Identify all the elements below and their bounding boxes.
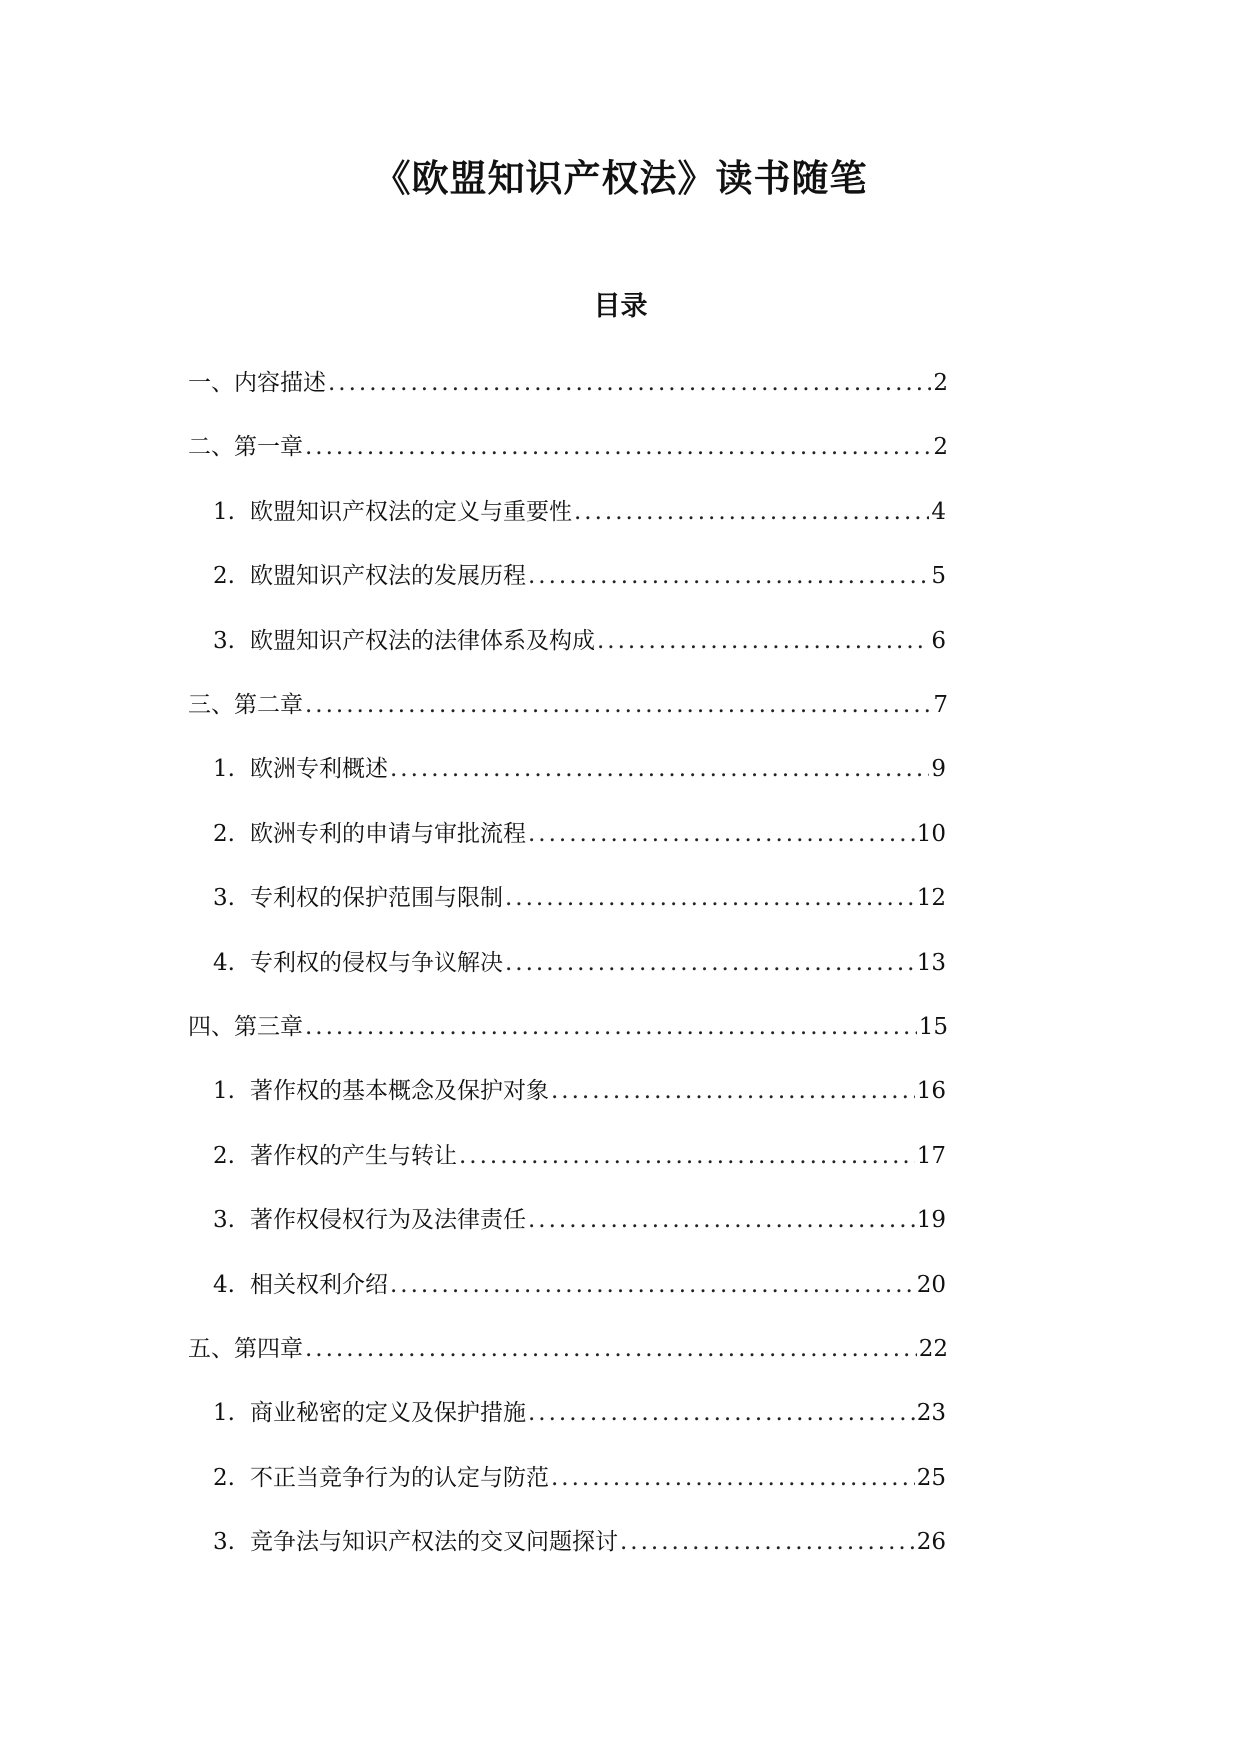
toc-section-entry[interactable] (213, 493, 946, 529)
toc-dot-leader (505, 950, 915, 976)
toc-page-number: 20 (916, 1271, 946, 1298)
toc-dot-leader (505, 885, 915, 911)
toc-entry-title: 商业秘密的定义及保护措施 (250, 1400, 526, 1427)
toc-entry-title: 著作权的基本概念及保护对象 (250, 1078, 549, 1105)
toc-page-number: 13 (916, 949, 946, 976)
toc-entry-title: 著作权的产生与转让 (250, 1142, 457, 1169)
toc-page-number: 2 (933, 370, 948, 396)
toc-page-number: 5 (931, 563, 946, 590)
toc-dot-leader (305, 1336, 917, 1362)
toc-dot-leader (390, 756, 929, 782)
toc-entry-title: 不正当竞争行为的认定与防范 (250, 1464, 549, 1491)
toc-dot-leader (551, 1078, 915, 1104)
toc-dot-leader (551, 1465, 915, 1491)
toc-section-entry[interactable] (213, 622, 946, 658)
toc-heading: 目录 (593, 291, 648, 322)
document-title: 《欧盟知识产权法》读书随笔 (373, 157, 868, 200)
toc-page-number: 4 (931, 498, 946, 525)
toc-entry-title: 一、内容描述 (188, 370, 326, 396)
toc-section-entry[interactable] (213, 1137, 946, 1173)
toc-page-number: 6 (931, 627, 946, 654)
toc-page-number: 9 (931, 756, 946, 783)
toc-dot-leader (328, 370, 931, 396)
toc-section-entry[interactable] (213, 1523, 946, 1559)
toc-section-entry[interactable] (213, 1459, 946, 1495)
toc-dot-leader (305, 434, 931, 460)
toc-dot-leader (528, 821, 915, 847)
toc-chapter-entry[interactable] (188, 364, 948, 400)
toc-entry-title: 二、第一章 (188, 434, 303, 461)
toc-section-entry[interactable] (213, 1394, 946, 1430)
toc-entry-number: 4. (213, 949, 235, 976)
toc-entry-number: 4. (213, 1271, 235, 1298)
toc-page-number: 25 (916, 1464, 946, 1491)
toc-section-entry[interactable] (213, 944, 946, 980)
toc-page-number: 22 (918, 1336, 948, 1362)
toc-dot-leader (597, 628, 929, 654)
toc-section-entry[interactable] (213, 879, 946, 915)
toc-section-entry[interactable] (213, 750, 946, 786)
toc-entry-number: 2. (213, 563, 235, 590)
toc-entry-number: 2. (213, 820, 235, 847)
toc-section-entry[interactable] (213, 815, 946, 851)
toc-page-number: 16 (916, 1078, 946, 1105)
toc-entry-number: 3. (213, 1529, 235, 1556)
toc-dot-leader (528, 1400, 915, 1426)
toc-section-entry[interactable] (213, 557, 946, 593)
toc-dot-leader (528, 563, 929, 589)
toc-entry-title: 欧洲专利概述 (250, 756, 388, 783)
toc-entry-number: 1. (213, 1400, 235, 1427)
toc-dot-leader (459, 1143, 915, 1169)
toc-dot-leader (305, 1014, 917, 1040)
toc-entry-title: 欧洲专利的申请与审批流程 (250, 820, 526, 847)
toc-chapter-entry[interactable] (188, 1330, 948, 1366)
toc-entry-title: 欧盟知识产权法的发展历程 (250, 563, 526, 590)
toc-entry-title: 专利权的保护范围与限制 (250, 885, 503, 912)
toc-chapter-entry[interactable] (188, 686, 948, 722)
toc-entry-number: 1. (213, 498, 235, 525)
toc-page-number: 15 (918, 1014, 948, 1040)
toc-entry-title: 四、第三章 (188, 1014, 303, 1040)
toc-entry-title: 竞争法与知识产权法的交叉问题探讨 (250, 1529, 618, 1556)
toc-section-entry[interactable] (213, 1072, 946, 1108)
toc-entry-number: 1. (213, 1078, 235, 1105)
toc-entry-number: 3. (213, 627, 235, 654)
toc-entry-title: 著作权侵权行为及法律责任 (250, 1207, 526, 1234)
toc-dot-leader (305, 692, 931, 718)
toc-page-number: 26 (916, 1529, 946, 1556)
toc-entry-title: 欧盟知识产权法的定义与重要性 (250, 498, 572, 525)
toc-page-number: 10 (916, 820, 946, 847)
toc-page-number: 23 (916, 1400, 946, 1427)
toc-entry-number: 3. (213, 1207, 235, 1234)
toc-entry-number: 1. (213, 756, 235, 783)
toc-entry-title: 相关权利介绍 (250, 1271, 388, 1298)
toc-page-number: 12 (916, 885, 946, 912)
toc-dot-leader (620, 1529, 915, 1555)
toc-entry-title: 三、第二章 (188, 692, 303, 718)
toc-page-number: 19 (916, 1207, 946, 1234)
toc-dot-leader (528, 1207, 915, 1233)
toc-chapter-entry[interactable] (188, 1008, 948, 1044)
toc-dot-leader (574, 499, 929, 525)
toc-entry-title: 五、第四章 (188, 1336, 303, 1362)
toc-entry-number: 2. (213, 1464, 235, 1491)
toc-section-entry[interactable] (213, 1201, 946, 1237)
toc-entry-number: 3. (213, 885, 235, 912)
toc-chapter-entry[interactable] (188, 428, 948, 464)
toc-dot-leader (390, 1272, 915, 1298)
toc-page-number: 7 (933, 692, 948, 718)
toc-page-number: 2 (933, 434, 948, 461)
toc-entry-number: 2. (213, 1142, 235, 1169)
toc-section-entry[interactable] (213, 1266, 946, 1302)
toc-entry-title: 专利权的侵权与争议解决 (250, 949, 503, 976)
toc-entry-title: 欧盟知识产权法的法律体系及构成 (250, 627, 595, 654)
toc-page-number: 17 (916, 1142, 946, 1169)
